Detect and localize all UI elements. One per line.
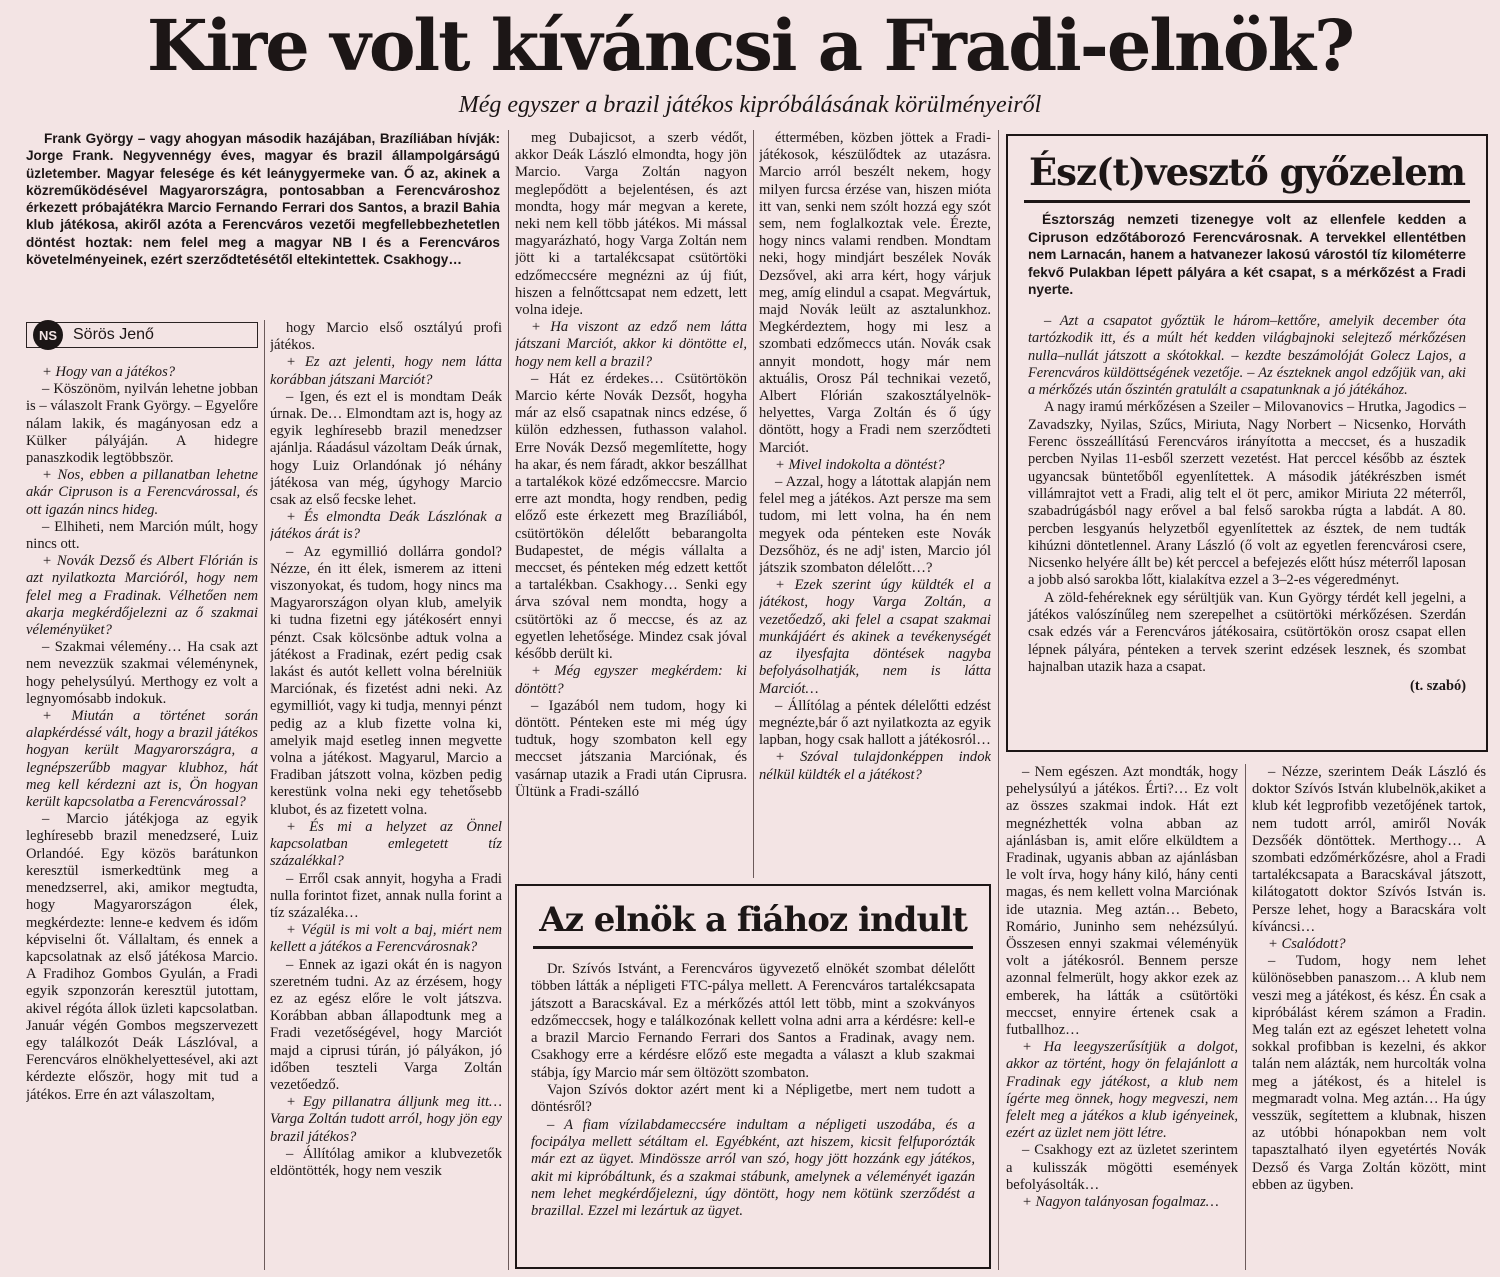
box-intro: Észtország nemzeti tizenegye volt az ellenfele kedden a Cipruson edzőtáborozó Ferencvárosnak. A tervekkel ellentétben nem Larnacán, hanem a hatvanezer lakosú várostól tíz kilométerre fekvő Pulakban lépett pályára a két csapat, s a mérkőzést a Fradi nyerte. [1028,212,1466,298]
article-paragraph: – Hát ez érdekes… Csütörtökön Marcio kérte Novák Dezsőt, hogyha már az első csapatnak nincs edzése, ő külön edzhessen, futhasson valahol. Erre Novák Dezső megemlítette, hogy ha akar, és nem fáradt, akkor beszállhat a tartalékok közé edzőmeccsre. Marcio erre azt mondta, hogy rendben, pedig előző este érkezett meg Brazíliából, csütörtökön délelőtt bebarangolta Budapestet, de mégis vállalta a meccset, és pénteken még edzett kettőt a tartalékban. Csakhogy… Senki egy árva szóval nem mondta, hogy a csütörtöki az ő meccse, és az az egyetlen lehetősége. Mindez csak jóval később derült ki. [515,370,747,663]
article-column-4 [759,130,991,874]
box-body [517,955,989,1220]
lead-text: Frank György – vagy ahogyan második hazájában, Brazíliában hívják: Jorge Frank. Negyvennégy éves, magyar és brazil állampolgárságú üzletember. Magyar felesége és két leánygyermeke van. Ő az, akinek a közreműködésével Magyarországra, pontosabban a Ferencvároshoz érkezett próbajátékra Marcio Fernando Ferrari dos Santos, a brazil Bahia klub játékosa, akiről azóta a Ferencváros vezetői megfellebbezhetetlen döntést hoztak: nem felel meg a magyar NB I és a Ferencváros követelményeinek, ezért szerződtetésétől eltekintettek. Csakhogy… [26,131,500,268]
article-paragraph: – Igazából nem tudom, hogy ki döntött. Pénteken este mi még úgy tudtuk, hogy szombaton kell egy meccset játszania Marciónak, és vasárnap utazik a Fradi után Ciprusra. Ültünk a Fradi-szálló [515,697,747,800]
box-body [1008,299,1486,696]
sidebar-box-estonia-match [1006,134,1488,752]
box-signature: (t. szabó) [1410,678,1466,695]
ns-logo-icon: NS [33,320,63,350]
column-divider [753,130,754,878]
article-paragraph: – Nem egészen. Azt mondták, hogy pehelysúlyú a játékos. Érti?… Ez volt az összes szakmai indok. Hát ezt megnézhették volna abban az ajánlásban is, amit előre elküldtem a Fradinak, ugyanis abban az ajánlásban le volt írva, hogy hány kiló, hány centi magas, és nem kellett volna Marciónak ide utaznia. Meg aztán… Bebeto, Romário, Juninho sem nehézsúlyú. Összesen ennyi szakmai véleményük volt a játékosról. Bennem persze azonnal felmerült, hogy akkor ezek az emberek, ha látták a csütörtöki meccset, ennyire értenek csak a futballhoz… [1006,764,1238,1039]
article-paragraph: + Ezek szerint úgy küldték el a játékost, hogy Varga Zoltán, a vezetőedző, aki felel a csapat szakmai munkájáért és akinek a tevékenységét az ilyesfajta döntések nagyba befolyásolhatják, nem is látta Marciót… [759,577,991,697]
article-paragraph: + És mi a helyzet az Önnel kapcsolatban emlegetett tíz százalékkal? [270,818,502,870]
article-column-3 [515,130,747,874]
article-paragraph: + Ha viszont az edző nem látta játszani Marciót, akkor ki döntötte el, hogy nem kell a brazil? [515,319,747,370]
box-title-rule [1024,200,1470,203]
article-paragraph: – Tudom, hogy nem lehet különösebben panaszom… A klub nem veszi meg a játékost, és kész. Én csak a kipróbálást kérem számon a Fradin. Meg talán ezt az egészet lehetett volna sokkal profibban is kezelni, és akkor talán nem alázták, nem hurcolták volna meg a játékost, és a hitelel is megmaradt volna. Meg aztán… Ha úgy vesszük, segítettem a klubnak, hiszen az utóbbi hónapokban nem volt tapasztalható ilyen egyetértés Novák Dezső és Varga Zoltán között, mint ebben az ügyben. [1252,953,1486,1193]
column-divider [998,130,999,1270]
column-divider [264,320,265,1270]
article-paragraph: – Igen, és ezt el is mondtam Deák úrnak. De… Elmondtam azt is, hogy az egyik leghíresebb brazil menedzser ajánlja. Ráadásul vázoltam Deák úrnak, hogy Luiz Orlandónak jó néhány játékosa van még, úgyhogy Marcio csak az első fecske lehet. [270,388,502,509]
article-paragraph: – A fiam vízilabdameccsére indultam a népligeti uszodába, és a focipálya mellett sétáltam el. Egyébként, azt hiszem, kicsit felfuporózták már ezt az ügyet. Mindössze arról van szó, hogy jött hozzánk egy játékos, akit mi kipróbáltunk, és a szakmai stábunk, amelynek a véleményét igazán nem lehet megkérdőjelezni, úgy döntött, hogy nem kötünk szerződést a brazillal. Ezzel mi lezártuk az ügyet. [531,1116,975,1220]
article-column-6 [1252,764,1486,1270]
article-paragraph: meg Dubajicsot, a szerb védőt, akkor Deák László elmondta, hogy jön Marcio. Varga Zoltán nagyon meglepődött a bejelentésen, és azt mondta, hogy már megvan a kerete, neki nem kell több játékos. Mi mással magyarázható, hogy Varga Zoltán nem jött ki a tartalékcsapat csütörtöki edzőmeccsére megnézni az új fiút, hiszen a felnőttcsapat nem edzett, lett volna ideje. [515,130,747,319]
box-title-rule [533,946,973,949]
byline [26,322,258,348]
headline: Kire volt kíváncsi a Fradi-elnök? [146,4,1354,87]
article-paragraph: + Mivel indokolta a döntést? [775,456,945,473]
article-paragraph: – Szakmai vélemény… Ha csak azt nem nevezzük szakmai véleménynek, hogy pehelysúlyú. Merthogy ez volt a legnyomósabb indokuk. [26,639,258,707]
article-paragraph: + Még egyszer megkérdem: ki döntött? [515,663,747,697]
article-paragraph: – Marcio játékjoga az egyik leghíresebb brazil menedzseré, Luiz Orlandóé. Egy közös barátunkon keresztül ismerkedtünk meg a menedzserrel, aki, amikor megtudta, hogy Magyarországon élek, megkérdezte: lenne-e kedvem és időm képviselni őt. Vállaltam, és ennek a kapcsolatnak az első játékosa Marcio. A Fradihoz Gombos Gyulán, a Fradi egyik szponzorán keresztül jutottam, akivel régóta állok üzleti kapcsolatban. Január végén Gombos megszervezett egy találkozót Deák Lászlóval, a Ferencváros elnökhelyettesével, aki azt kérdezte először, hogy mit tud a játékos. Erre én azt válaszoltam, [26,811,258,1103]
article-paragraph: + Ha leegyszerűsítjük a dolgot, akkor az történt, hogy ön felajánlott a Fradinak egy játékost, a klub nem ígérte meg önnek, hogy megveszi, nem felelt meg a játékos a klub igényeinek, ezért az üzlet nem jött létre. [1006,1039,1238,1142]
article-paragraph: + Csalódott? [1268,936,1346,953]
column-divider [1245,764,1246,1270]
box-title: Ész(t)vesztő győzelem [1028,150,1466,194]
article-column-1 [26,364,258,1270]
article-paragraph: – Elhiheti, nem Marción múlt, hogy nincs ott. [26,518,258,553]
column-divider [508,130,509,1270]
article-paragraph: + Végül is mi volt a baj, miért nem kellett a játékos a Ferencvárosnak? [270,922,502,956]
article-paragraph: + Hogy van a játékos? [42,364,176,380]
article-paragraph: – Állítólag amikor a klubvezetők eldöntötték, hogy nem veszik [270,1145,502,1179]
article-paragraph: – Állítólag a péntek délelőtti edzést megnézte,bár ő azt nyilatkozta az egyik lapban, hogy csak hallott a játékosról… [759,697,991,749]
subheadline: Még egyszer a brazil játékos kipróbálásának körülményeiről [458,92,1042,118]
article-paragraph: + Nagyon talányosan fogalmaz… [1022,1194,1219,1211]
article-paragraph: A zöld-fehéreknek egy sérültjük van. Kun György térdét kell jegelni, a játékos valószínűleg nem szerepelhet a csütörtöki mérkőzésen. Szerdán csak edzés vár a Ferencváros játékosaira, csütörtökön orosz csapat ellen lépnek pályára, pénteken a tervek szerint edzések lesznek, és szombat hajnalban utazik haza a csapat. [1028,589,1466,675]
article-paragraph: – Azt a csapatot győztük le három–kettőre, amelyik december óta tartózkodik itt, és a múlt hét kedden világbajnoki selejtező mérkőzésen nulla–nullát játszott a skótokkal. – kezdte beszámolóját Golecz Lajos, a Ferencváros küldöttségének vezetője. – Az észteknek angol edzőjük van, aki a mérkőzés után őszintén gratulált a csapatunknak a jó játékához. [1028,312,1466,399]
lead-paragraph [26,130,500,302]
article-paragraph: hogy Marcio első osztályú profi játékos. [270,320,502,354]
article-paragraph: + És elmondta Deák Lászlónak a játékos árát is? [270,509,502,543]
article-paragraph: + Nos, ebben a pillanatban lehetne akár Cipruson is a Ferencvárossal, és ott igazán nincs hideg. [26,467,258,518]
article-paragraph: + Ez azt jelenti, hogy nem látta korábban játszani Marciót? [270,354,502,388]
article-paragraph: + Novák Dezső és Albert Flórián is azt nyilatkozta Marcióról, hogy nem felel meg a Fradinak. Vélhetően nem akarja megkérdőjelezni az ő szakmai véleményüket? [26,553,258,639]
article-paragraph: – Ennek az igazi okát én is nagyon szeretném tudni. Az az érzésem, hogy ez az egész előre le volt játszva. Korábban abban állapodtunk meg a Fradi vezetőségével, hogy Marciót majd a ciprusi túrán, jó pályákon, jó időben teszteli Varga Zoltán vezetőedző. [270,956,502,1093]
article-paragraph: + Egy pillanatra álljunk meg itt… Varga Zoltán tudott arról, hogy jön egy brazil játékos? [270,1094,502,1145]
article-paragraph: – Azzal, hogy a látottak alapján nem felel meg a játékos. Azt persze ma sem tudom, mi lett volna, ha én nem megyek oda pénteken este Novák Dezsőhöz, és ne adj' isten, Marcio jól játszik szombaton délelőtt…? [759,474,991,577]
article-paragraph: A nagy iramú mérkőzésen a Szeiler – Milovanovics – Hrutka, Jagodics – Zavadszky, Nyilas, Szűcs, Miriuta, Nagy Norbert – Nicsenko, Horváth Ferenc összeállítású Ferencváros irányította a meccset, és a huszadik percben Nyilas 11-esből szerzett vezetést. Hat perccel később az észtek ugyancsak büntetőből egyenlítettek. A második játékrészben ismét villámrajtot vett a Fradi, alig telt el öt perc, amikor Miriuta 22 méterről, szabadrúgásból nagy erővel a bal felső sarokba rúgta a labdát. A 80. percben lesgyanús helyzetből egyenlítettek az észtek, de nem tudták kihúzni döntetlennel. Arany László (ő volt az egyetlen ferencvárosi csere, Nicsenko helyére állt be) két perccel a befejezés előtt húsz méterről laposan a jobb alsó sarokba lőtt, kialakítva ezzel a 3–2-es végeredményt. [1028,399,1466,589]
author-name: Sörös Jenő [73,326,154,343]
article-column-5 [1006,764,1238,1270]
sidebar-box-president [515,884,991,1269]
article-paragraph: – Az egymillió dollárra gondol? Nézze, én itt élek, ismerem az itteni viszonyokat, és tudom, hogy nincs ma Magyarországon olyan klub, amelyik ki tudna fizetni egy játékosért ennyi pénzt. Csak kölcsönbe adtuk volna a játékost a Fradinak, ezért pedig csak lakást és autót kellett volna bérelniük Marciónak, és fizetést adni neki. Az egymilliót, vagy ki tudja, mennyi pénzt pedig az a klub fizette volna ki, amelyik majd esetleg innen megvette volna a játékost. Magyarul, Marcio a Fradiban játszott volna, közben pedig kerestünk volna neki egy tehetősebb klubot, és az fizetett volna. [270,543,502,818]
box-title: Az elnök a fiához indult [539,900,967,940]
article-paragraph: Vajon Szívós doktor azért ment ki a Népligetbe, mert nem tudott a döntésről? [531,1082,975,1116]
article-paragraph: – Köszönöm, nyilván lehetne jobban is – válaszolt Frank György. – Egyelőre nálam lakik, és magányosan edz a Külker pályáján. A hidegre panaszkodik legtöbbször. [26,381,258,467]
article-paragraph: – Nézze, szerintem Deák László és doktor Szívós István klubelnök,akiket a klub két legprofibb vezetőjének tartok, nem tudott arról, amiről Novák Dezsőék döntöttek. Merthogy… A szombati edzőmérkőzésre, ahol a Fradi tartalékcsapata a Baracskával játszott, kilátogatott doktor Szívós István is. Persze lehet, hogy a Baracskára volt kíváncsi… [1252,764,1486,935]
article-paragraph: – Csakhogy ezt az üzletet szerintem a kulisszák mögötti események befolyásolták… [1006,1142,1238,1193]
article-paragraph: Dr. Szívós Istvánt, a Ferencváros ügyvezető elnökét szombat délelőtt többen látták a népligeti FTC-pálya mellett. A Ferencváros tartalékcsapata játszott a Baracskával. Ez a mérkőzés attól lett több, mint a szokványos edzőmeccsek, hogy e találkozónak kellett volna adni arra a kérdésre: kell-e a brazil Marcio Fernando Ferrari dos Santos a Fradinak, avagy nem. Csakhogy erre a kérdésre előző este megadta a választ a klub szakmai stábja, így Marcio már sem öltözött szombaton. [531,961,975,1081]
article-paragraph: – Erről csak annyit, hogyha a Fradi nulla forintot fizet, annak nulla forint a tíz százaléka… [270,870,502,921]
article-paragraph: éttermében, közben jöttek a Fradi-játékosok, készülődtek az utazásra. Marcio arról beszélt nekem, hogy milyen furcsa érzése van, hiszen mióta itt van, senki nem szólt hozzá egy szót sem, nem foglalkoztak vele. Érezte, hogy nincs valami rendben. Mondtam neki, hogy mindjárt beszélek Novák Dezsővel, aki arra kért, hogy várjuk meg, amíg elindul a csapat. Megvártuk, majd Novák leült az asztalunkhoz. Megkérdeztem, hogy mi lesz a szombati edzőmeccs után. Novák csak annyit mondott, hogy már nem aktuális, Orosz Pál technikai vezető, Albert Flórián szakosztályelnök-helyettes, Varga Zoltán és ő úgy döntött, hogy a Fradi nem szerződteti Marciót. [759,130,991,456]
article-paragraph: + Szóval tulajdonképpen indok nélkül küldték el a játékost? [759,749,991,783]
article-column-2 [270,320,502,1270]
article-paragraph: + Miután a történet során alapkérdéssé vált, hogy a brazil játékos hogyan került Magyarországra, a legnépszerűbb magyar klubhoz, hát meg kell kérdezni azt is, Ön hogyan került kapcsolatba a Ferencvárossal? [26,708,258,811]
